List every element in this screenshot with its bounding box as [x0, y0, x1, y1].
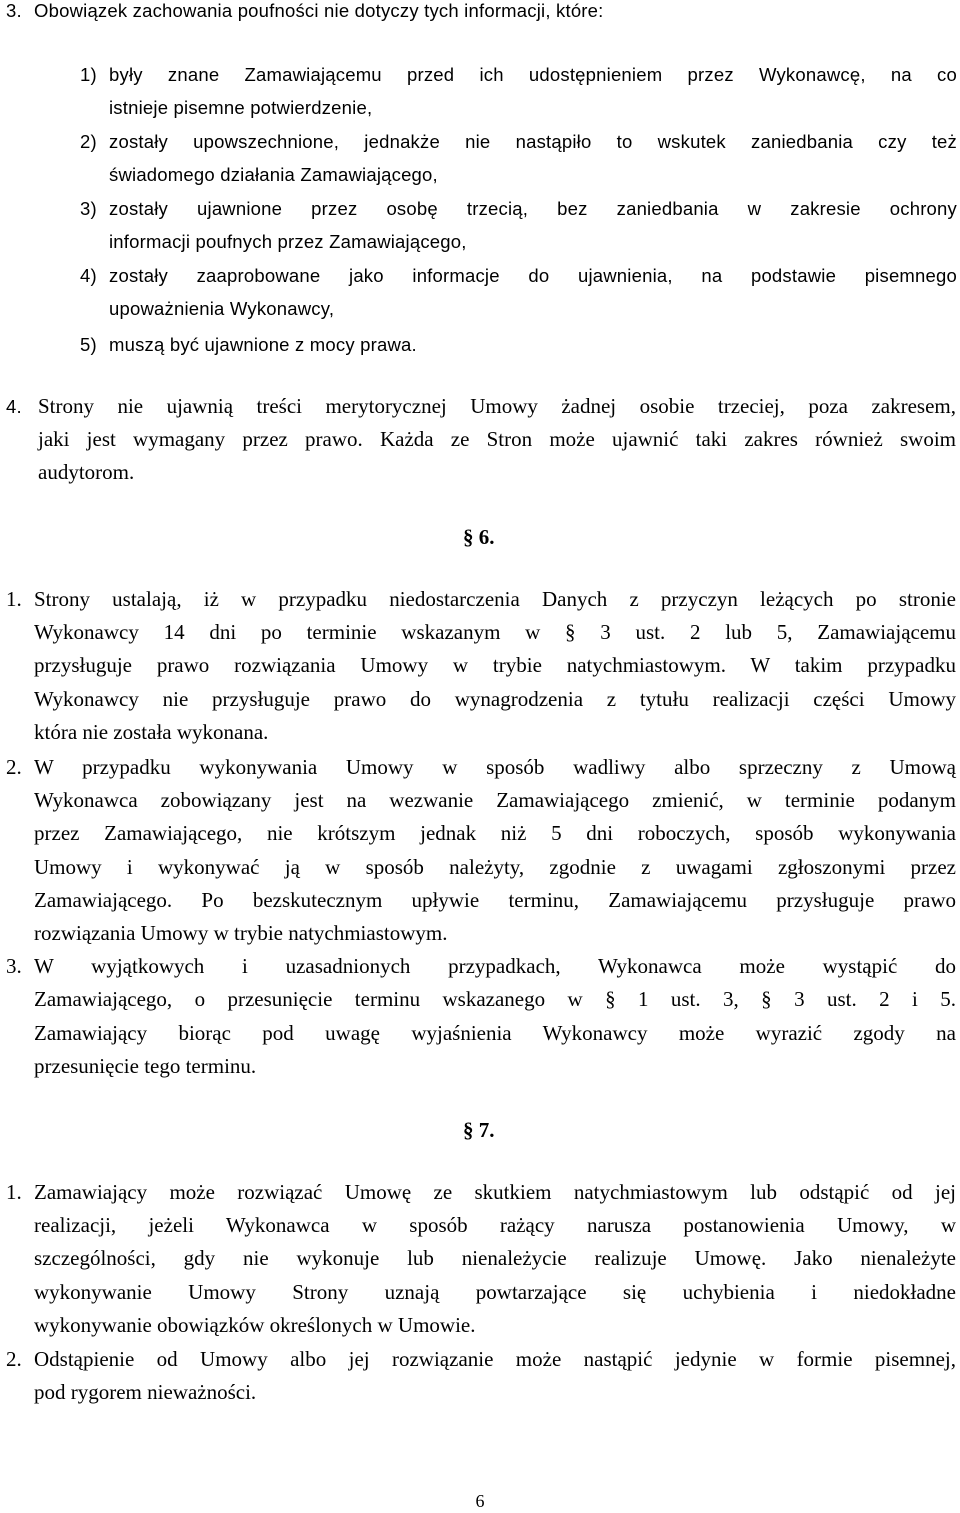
section-heading: § 6. — [463, 525, 495, 549]
item-text-line: audytorom. — [38, 460, 135, 484]
subitem-number: 4) — [80, 265, 97, 286]
item-number: 1. — [6, 587, 22, 611]
item-text-line: przesunięcie tego terminu. — [34, 1054, 257, 1078]
item-text-line: rozwiązania Umowy w trybie natychmiastowym. — [34, 921, 448, 945]
item-number: 2. — [6, 755, 22, 779]
item-number: 3. — [6, 0, 22, 21]
item-text-line: Zamawiający biorąc pod uwagę wyjaśnienia Wykonawcy może wyrazić zgody na — [34, 1021, 956, 1045]
subitem-text-line: zostały ujawnione przez osobę trzecią, bez zaniedbania w zakresie ochrony — [109, 198, 957, 219]
item-text-line: Obowiązek zachowania poufności nie dotyczy tych informacji, które: — [34, 0, 604, 21]
item-number: 4. — [6, 396, 22, 417]
section-heading: § 7. — [463, 1118, 495, 1142]
item-number: 3. — [6, 954, 22, 978]
item-text-line: W przypadku wykonywania Umowy w sposób wadliwy albo sprzeczny z Umową — [34, 755, 956, 779]
item-text-line: realizacji, jeżeli Wykonawca w sposób rażący narusza postanowienia Umowy, w — [34, 1213, 956, 1237]
subitem-text-line: były znane Zamawiającemu przed ich udostępnieniem przez Wykonawcę, na co — [109, 64, 957, 85]
item-text-line: Umowy i wykonywać ją w sposób należyty, zgodnie z uwagami zgłoszonymi przez — [34, 855, 956, 879]
subitem-number: 5) — [80, 334, 97, 355]
item-text-line: Odstąpienie od Umowy albo jej rozwiązanie może nastąpić jedynie w formie pisemnej, — [34, 1347, 956, 1371]
item-number: 2. — [6, 1347, 22, 1371]
subitem-text-line: zostały upowszechnione, jednakże nie nastąpiło to wskutek zaniedbania czy też — [109, 131, 957, 152]
item-text-line: wykonywanie Umowy Strony uznają powtarzające się uchybienia i niedokładne — [34, 1280, 956, 1304]
item-number: 1. — [6, 1180, 22, 1204]
subitem-text-line: świadomego działania Zamawiającego, — [109, 164, 438, 185]
item-text-line: szczególności, gdy nie wykonuje lub nienależycie realizuje Umowę. Jako nienależyte — [34, 1246, 956, 1270]
item-text-line: przez Zamawiającego, nie krótszym jednak niż 5 dni roboczych, sposób wykonywania — [34, 821, 956, 845]
subitem-text-line: istnieje pisemne potwierdzenie, — [109, 97, 373, 118]
subitem-number: 2) — [80, 131, 97, 152]
page-number: 6 — [475, 1491, 485, 1511]
subitem-number: 3) — [80, 198, 97, 219]
item-text-line: Wykonawca zobowiązany jest na wezwanie Zamawiającego zmienić, w terminie podanym — [34, 788, 956, 812]
item-text-line: Strony nie ujawnią treści merytorycznej Umowy żadnej osobie trzeciej, poza zakresem, — [38, 394, 956, 418]
item-text-line: Wykonawcy 14 dni po terminie wskazanym w § 3 ust. 2 lub 5, Zamawiającemu — [34, 620, 956, 644]
item-text-line: Zamawiającego. Po bezskutecznym upływie terminu, Zamawiającemu przysługuje prawo — [34, 888, 956, 912]
item-text-line: W wyjątkowych i uzasadnionych przypadkach, Wykonawca może wystąpić do — [34, 954, 956, 978]
subitem-text-line: zostały zaaprobowane jako informacje do ujawnienia, na podstawie pisemnego — [109, 265, 957, 286]
item-text-line: jaki jest wymagany przez prawo. Każda ze Stron może ujawnić taki zakres również swoim — [38, 427, 956, 451]
item-text-line: Strony ustalają, iż w przypadku niedostarczenia Danych z przyczyn leżących po stronie — [34, 587, 956, 611]
item-text-line: Zamawiający może rozwiązać Umowę ze skutkiem natychmiastowym lub odstąpić od jej — [34, 1180, 956, 1204]
item-text-line: która nie została wykonana. — [34, 720, 269, 744]
subitem-text-line: informacji poufnych przez Zamawiającego, — [109, 231, 467, 252]
item-text-line: wykonywanie obowiązków określonych w Umowie. — [34, 1313, 476, 1337]
subitem-number: 1) — [80, 64, 97, 85]
item-text-line: Zamawiającego, o przesunięcie terminu wskazanego w § 1 ust. 3, § 3 ust. 2 i 5. — [34, 987, 956, 1011]
subitem-text-line: upoważnienia Wykonawcy, — [109, 298, 335, 319]
subitem-text-line: muszą być ujawnione z mocy prawa. — [109, 334, 417, 355]
item-text-line: przysługuje prawo rozwiązania Umowy w trybie natychmiastowym. W takim przypadku — [34, 653, 956, 677]
item-text-line: Wykonawcy nie przysługuje prawo do wynagrodzenia z tytułu realizacji części Umowy — [34, 687, 956, 711]
item-text-line: pod rygorem nieważności. — [34, 1380, 257, 1404]
